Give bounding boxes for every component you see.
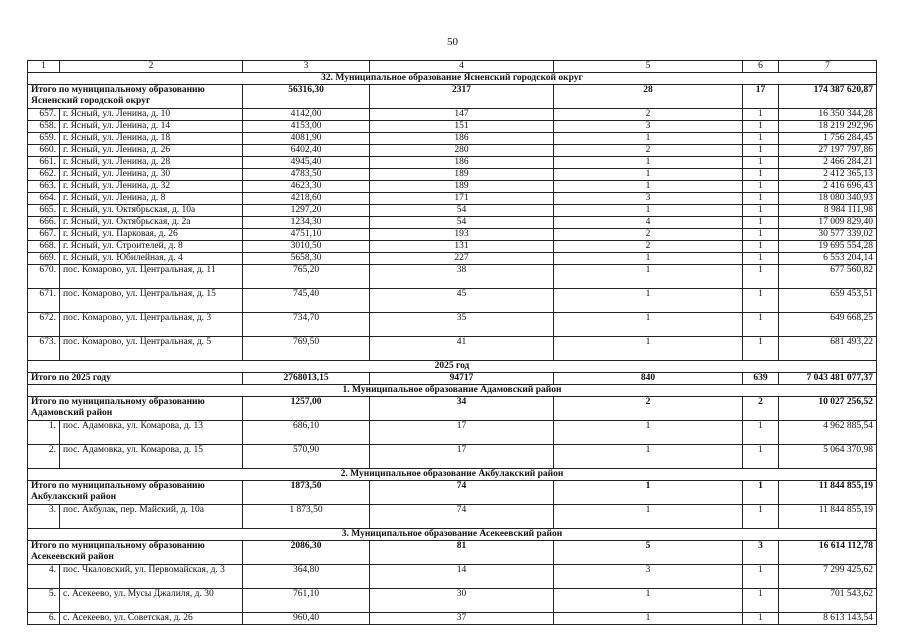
row-address: г. Ясный, ул. Октябрьская, д. 10а bbox=[60, 205, 243, 217]
row-number: 666. bbox=[28, 217, 60, 229]
row-address: г. Ясный, ул. Юбилейная, д. 4 bbox=[60, 253, 243, 265]
row-cost: 6 553 204,14 bbox=[779, 253, 877, 265]
row-column-6: 1 bbox=[743, 565, 779, 589]
row-residents: 189 bbox=[370, 169, 554, 181]
table-row bbox=[28, 229, 877, 241]
row-residents: 17 bbox=[370, 445, 554, 469]
row-address: г. Ясный, ул. Ленина, д. 18 bbox=[60, 133, 243, 145]
row-number: 2. bbox=[28, 445, 60, 469]
table-row bbox=[28, 193, 877, 205]
table-row bbox=[28, 121, 877, 133]
row-area: 1297,20 bbox=[243, 205, 370, 217]
row-number: 4. bbox=[28, 565, 60, 589]
row-cost: 5 064 370,98 bbox=[779, 445, 877, 469]
row-residents: 38 bbox=[370, 265, 554, 289]
total-label: Итого по муниципальному образованию Акбулакский район bbox=[28, 481, 243, 505]
row-area: 960,40 bbox=[243, 613, 370, 625]
table-body bbox=[28, 61, 877, 625]
table-row bbox=[28, 565, 877, 589]
row-area: 3010,50 bbox=[243, 241, 370, 253]
row-area: 686,10 bbox=[243, 421, 370, 445]
column-header: 7 bbox=[779, 61, 877, 73]
total-cost: 16 614 112,78 bbox=[779, 541, 877, 565]
row-column-6: 1 bbox=[743, 229, 779, 241]
table-row bbox=[28, 253, 877, 265]
row-column-6: 1 bbox=[743, 265, 779, 289]
row-column-5: 1 bbox=[554, 133, 743, 145]
row-address: пос. Комарово, ул. Центральная, д. 11 bbox=[60, 265, 243, 289]
table-row bbox=[28, 217, 877, 229]
total-residents: 81 bbox=[370, 541, 554, 565]
row-column-5: 3 bbox=[554, 193, 743, 205]
total-column-5: 5 bbox=[554, 541, 743, 565]
row-column-5: 1 bbox=[554, 169, 743, 181]
section-header-row bbox=[28, 385, 877, 397]
total-column-5: 2 bbox=[554, 397, 743, 421]
row-number: 673. bbox=[28, 337, 60, 361]
row-column-6: 1 bbox=[743, 121, 779, 133]
total-row bbox=[28, 85, 877, 109]
total-cost: 174 387 620,87 bbox=[779, 85, 877, 109]
row-column-5: 1 bbox=[554, 505, 743, 529]
row-column-6: 1 bbox=[743, 505, 779, 529]
row-column-6: 1 bbox=[743, 205, 779, 217]
row-cost: 659 453,51 bbox=[779, 289, 877, 313]
row-area: 1 873,50 bbox=[243, 505, 370, 529]
total-residents: 2317 bbox=[370, 85, 554, 109]
row-number: 1. bbox=[28, 421, 60, 445]
housing-table bbox=[27, 60, 877, 625]
row-address: пос. Акбулак, пер. Майский, д. 10а bbox=[60, 505, 243, 529]
table-row bbox=[28, 613, 877, 625]
row-residents: 14 bbox=[370, 565, 554, 589]
row-cost: 8 984 111,98 bbox=[779, 205, 877, 217]
total-row bbox=[28, 541, 877, 565]
row-area: 4751,10 bbox=[243, 229, 370, 241]
row-column-5: 2 bbox=[554, 241, 743, 253]
row-residents: 54 bbox=[370, 217, 554, 229]
row-residents: 54 bbox=[370, 205, 554, 217]
row-area: 1234,30 bbox=[243, 217, 370, 229]
row-area: 364,80 bbox=[243, 565, 370, 589]
row-column-6: 1 bbox=[743, 337, 779, 361]
row-residents: 193 bbox=[370, 229, 554, 241]
row-residents: 147 bbox=[370, 109, 554, 121]
row-column-5: 3 bbox=[554, 121, 743, 133]
row-number: 669. bbox=[28, 253, 60, 265]
row-address: пос. Адамовка, ул. Комарова, д. 13 bbox=[60, 421, 243, 445]
row-area: 761,10 bbox=[243, 589, 370, 613]
row-area: 4945,40 bbox=[243, 157, 370, 169]
column-header: 3 bbox=[243, 61, 370, 73]
row-column-5: 1 bbox=[554, 421, 743, 445]
total-column-6: 1 bbox=[743, 481, 779, 505]
column-header: 1 bbox=[28, 61, 60, 73]
row-number: 659. bbox=[28, 133, 60, 145]
column-header: 4 bbox=[370, 61, 554, 73]
table-row bbox=[28, 157, 877, 169]
row-residents: 189 bbox=[370, 181, 554, 193]
row-column-5: 4 bbox=[554, 217, 743, 229]
total-label: Итого по 2025 году bbox=[28, 373, 243, 385]
row-column-5: 1 bbox=[554, 337, 743, 361]
total-column-5: 840 bbox=[554, 373, 743, 385]
section-header-row bbox=[28, 529, 877, 541]
total-cost: 10 027 256,52 bbox=[779, 397, 877, 421]
row-address: с. Асекеево, ул. Мусы Джалиля, д. 30 bbox=[60, 589, 243, 613]
row-column-6: 1 bbox=[743, 169, 779, 181]
row-cost: 4 962 885,54 bbox=[779, 421, 877, 445]
table-row bbox=[28, 337, 877, 361]
row-area: 4218,60 bbox=[243, 193, 370, 205]
row-column-6: 1 bbox=[743, 589, 779, 613]
row-column-6: 1 bbox=[743, 133, 779, 145]
total-column-6: 2 bbox=[743, 397, 779, 421]
row-number: 658. bbox=[28, 121, 60, 133]
row-address: г. Ясный, ул. Парковая, д. 26 bbox=[60, 229, 243, 241]
row-address: г. Ясный, ул. Ленина, д. 14 bbox=[60, 121, 243, 133]
row-column-5: 1 bbox=[554, 265, 743, 289]
row-residents: 74 bbox=[370, 505, 554, 529]
row-column-5: 1 bbox=[554, 157, 743, 169]
row-number: 670. bbox=[28, 265, 60, 289]
row-area: 5658,30 bbox=[243, 253, 370, 265]
row-column-5: 1 bbox=[554, 205, 743, 217]
row-cost: 18 219 292,96 bbox=[779, 121, 877, 133]
row-residents: 35 bbox=[370, 313, 554, 337]
row-cost: 30 577 339,02 bbox=[779, 229, 877, 241]
table-row bbox=[28, 169, 877, 181]
total-area: 1873,50 bbox=[243, 481, 370, 505]
row-number: 3. bbox=[28, 505, 60, 529]
total-cost: 7 043 481 077,37 bbox=[779, 373, 877, 385]
row-cost: 7 299 425,62 bbox=[779, 565, 877, 589]
row-column-6: 1 bbox=[743, 145, 779, 157]
total-column-6: 3 bbox=[743, 541, 779, 565]
row-cost: 19 695 554,28 bbox=[779, 241, 877, 253]
row-area: 4153,00 bbox=[243, 121, 370, 133]
row-residents: 186 bbox=[370, 157, 554, 169]
table-row bbox=[28, 181, 877, 193]
row-address: г. Ясный, ул. Октябрьская, д. 2а bbox=[60, 217, 243, 229]
row-area: 765,20 bbox=[243, 265, 370, 289]
row-number: 671. bbox=[28, 289, 60, 313]
total-column-5: 1 bbox=[554, 481, 743, 505]
row-address: пос. Адамовка, ул. Комарова, д. 15 bbox=[60, 445, 243, 469]
row-cost: 18 080 340,93 bbox=[779, 193, 877, 205]
total-row bbox=[28, 481, 877, 505]
column-header: 2 bbox=[60, 61, 243, 73]
row-address: г. Ясный, ул. Ленина, д. 30 bbox=[60, 169, 243, 181]
row-residents: 227 bbox=[370, 253, 554, 265]
section-title: 3. Муниципальное образование Асекеевский район bbox=[28, 529, 877, 541]
table-row bbox=[28, 133, 877, 145]
total-residents: 74 bbox=[370, 481, 554, 505]
row-address: г. Ясный, ул. Ленина, д. 28 bbox=[60, 157, 243, 169]
row-address: пос. Комарово, ул. Центральная, д. 3 bbox=[60, 313, 243, 337]
page-number: 50 bbox=[447, 36, 458, 48]
table-row bbox=[28, 421, 877, 445]
section-title: 2025 год bbox=[28, 361, 877, 373]
row-cost: 27 197 797,86 bbox=[779, 145, 877, 157]
row-area: 4142,00 bbox=[243, 109, 370, 121]
row-number: 663. bbox=[28, 181, 60, 193]
row-address: пос. Комарово, ул. Центральная, д. 5 bbox=[60, 337, 243, 361]
row-area: 769,50 bbox=[243, 337, 370, 361]
row-address: пос. Комарово, ул. Центральная, д. 15 bbox=[60, 289, 243, 313]
row-address: г. Ясный, ул. Строителей, д. 8 bbox=[60, 241, 243, 253]
row-cost: 677 560,82 bbox=[779, 265, 877, 289]
row-area: 570,90 bbox=[243, 445, 370, 469]
table-row bbox=[28, 445, 877, 469]
total-area: 56316,30 bbox=[243, 85, 370, 109]
total-row bbox=[28, 373, 877, 385]
total-column-5: 28 bbox=[554, 85, 743, 109]
row-cost: 11 844 855,19 bbox=[779, 505, 877, 529]
row-column-5: 1 bbox=[554, 445, 743, 469]
row-number: 667. bbox=[28, 229, 60, 241]
row-number: 661. bbox=[28, 157, 60, 169]
table-row bbox=[28, 505, 877, 529]
row-residents: 280 bbox=[370, 145, 554, 157]
section-header-row bbox=[28, 361, 877, 373]
total-residents: 34 bbox=[370, 397, 554, 421]
row-residents: 151 bbox=[370, 121, 554, 133]
total-cost: 11 844 855,19 bbox=[779, 481, 877, 505]
row-address: г. Ясный, ул. Ленина, д. 8 bbox=[60, 193, 243, 205]
row-column-6: 1 bbox=[743, 289, 779, 313]
row-column-6: 1 bbox=[743, 181, 779, 193]
total-area: 2768013,15 bbox=[243, 373, 370, 385]
total-column-6: 17 bbox=[743, 85, 779, 109]
row-residents: 186 bbox=[370, 133, 554, 145]
row-column-5: 1 bbox=[554, 613, 743, 625]
row-number: 6. bbox=[28, 613, 60, 625]
row-cost: 8 613 143,54 bbox=[779, 613, 877, 625]
row-residents: 17 bbox=[370, 421, 554, 445]
row-column-5: 3 bbox=[554, 565, 743, 589]
table-row bbox=[28, 589, 877, 613]
row-column-5: 2 bbox=[554, 145, 743, 157]
row-column-6: 1 bbox=[743, 613, 779, 625]
row-residents: 37 bbox=[370, 613, 554, 625]
row-area: 734,70 bbox=[243, 313, 370, 337]
row-address: пос. Чкаловский, ул. Первомайская, д. 3 bbox=[60, 565, 243, 589]
table-row bbox=[28, 265, 877, 289]
row-column-6: 1 bbox=[743, 421, 779, 445]
row-number: 660. bbox=[28, 145, 60, 157]
row-cost: 1 756 284,45 bbox=[779, 133, 877, 145]
row-column-5: 1 bbox=[554, 181, 743, 193]
row-cost: 16 350 344,28 bbox=[779, 109, 877, 121]
row-residents: 45 bbox=[370, 289, 554, 313]
total-residents: 94717 bbox=[370, 373, 554, 385]
row-area: 6402,40 bbox=[243, 145, 370, 157]
column-header: 6 bbox=[743, 61, 779, 73]
row-area: 745,40 bbox=[243, 289, 370, 313]
column-header: 5 bbox=[554, 61, 743, 73]
row-number: 662. bbox=[28, 169, 60, 181]
row-number: 664. bbox=[28, 193, 60, 205]
section-title: 32. Муниципальное образование Ясненский городской округ bbox=[28, 73, 877, 85]
total-label: Итого по муниципальному образованию Ясненский городской округ bbox=[28, 85, 243, 109]
total-column-6: 639 bbox=[743, 373, 779, 385]
row-column-5: 1 bbox=[554, 253, 743, 265]
row-cost: 681 493,22 bbox=[779, 337, 877, 361]
row-residents: 41 bbox=[370, 337, 554, 361]
row-area: 4623,30 bbox=[243, 181, 370, 193]
row-address: г. Ясный, ул. Ленина, д. 32 bbox=[60, 181, 243, 193]
section-header-row bbox=[28, 73, 877, 85]
total-area: 2086,30 bbox=[243, 541, 370, 565]
row-column-5: 2 bbox=[554, 109, 743, 121]
row-number: 657. bbox=[28, 109, 60, 121]
row-column-5: 1 bbox=[554, 289, 743, 313]
total-label: Итого по муниципальному образованию Асекеевский район bbox=[28, 541, 243, 565]
row-area: 4783,50 bbox=[243, 169, 370, 181]
row-column-6: 1 bbox=[743, 157, 779, 169]
row-number: 672. bbox=[28, 313, 60, 337]
table-row bbox=[28, 241, 877, 253]
row-number: 5. bbox=[28, 589, 60, 613]
row-residents: 131 bbox=[370, 241, 554, 253]
total-area: 1257,00 bbox=[243, 397, 370, 421]
section-title: 2. Муниципальное образование Акбулакский район bbox=[28, 469, 877, 481]
row-column-6: 1 bbox=[743, 193, 779, 205]
row-residents: 171 bbox=[370, 193, 554, 205]
row-column-6: 1 bbox=[743, 109, 779, 121]
row-column-5: 2 bbox=[554, 229, 743, 241]
total-row bbox=[28, 397, 877, 421]
row-column-5: 1 bbox=[554, 313, 743, 337]
row-column-6: 1 bbox=[743, 241, 779, 253]
row-column-6: 1 bbox=[743, 313, 779, 337]
table-row bbox=[28, 109, 877, 121]
row-cost: 701 543,62 bbox=[779, 589, 877, 613]
section-title: 1. Муниципальное образование Адамовский район bbox=[28, 385, 877, 397]
table-row bbox=[28, 145, 877, 157]
row-address: г. Ясный, ул. Ленина, д. 10 bbox=[60, 109, 243, 121]
row-column-6: 1 bbox=[743, 217, 779, 229]
table-row bbox=[28, 205, 877, 217]
row-column-6: 1 bbox=[743, 445, 779, 469]
section-header-row bbox=[28, 469, 877, 481]
row-residents: 30 bbox=[370, 589, 554, 613]
table-row bbox=[28, 313, 877, 337]
column-number-header-row bbox=[28, 61, 877, 73]
row-cost: 2 412 365,13 bbox=[779, 169, 877, 181]
row-address: с. Асекеево, ул. Советская, д. 26 bbox=[60, 613, 243, 625]
table-row bbox=[28, 289, 877, 313]
row-column-5: 1 bbox=[554, 589, 743, 613]
row-number: 665. bbox=[28, 205, 60, 217]
row-cost: 2 416 696,43 bbox=[779, 181, 877, 193]
row-cost: 2 466 284,21 bbox=[779, 157, 877, 169]
row-number: 668. bbox=[28, 241, 60, 253]
row-column-6: 1 bbox=[743, 253, 779, 265]
row-cost: 649 668,25 bbox=[779, 313, 877, 337]
row-address: г. Ясный, ул. Ленина, д. 26 bbox=[60, 145, 243, 157]
row-cost: 17 009 829,40 bbox=[779, 217, 877, 229]
row-area: 4081,90 bbox=[243, 133, 370, 145]
total-label: Итого по муниципальному образованию Адамовский район bbox=[28, 397, 243, 421]
